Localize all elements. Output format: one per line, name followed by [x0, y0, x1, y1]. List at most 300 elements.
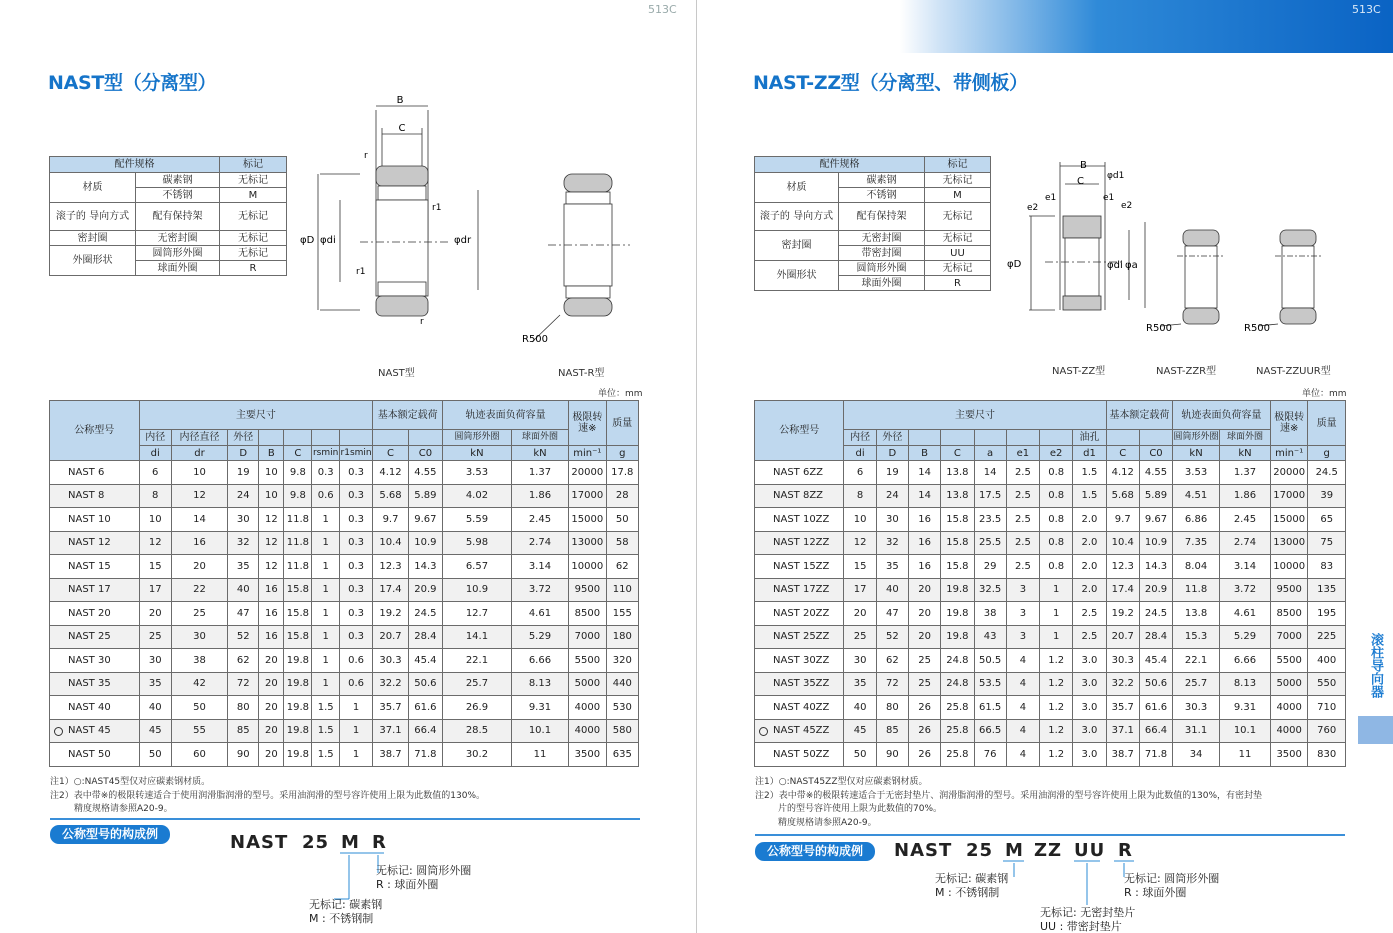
- left-exp-r-2: R : 球面外圈: [376, 878, 439, 891]
- value-cell: 58: [606, 531, 638, 555]
- value-cell: 4.12: [1106, 461, 1139, 485]
- model-name-cell: NAST 15ZZ: [755, 555, 844, 579]
- model-name-cell: NAST 25: [50, 625, 140, 649]
- value-cell: 90: [228, 743, 259, 767]
- right-code-uu: UU: [1074, 840, 1106, 861]
- right-spec-table: 配件规格 标记 材质 碳素钢 无标记 不锈钢 M 滚子的 导向方式 配有保持架 无标记 密封圈 无密封圈 无标记 带密封圈 UU 外圈形状 圆筒形外圈 无标记 球面外圈 R: [754, 156, 991, 291]
- value-cell: 43: [974, 625, 1006, 649]
- value-cell: 10.9: [1139, 531, 1172, 555]
- value-cell: 0.6: [339, 649, 372, 673]
- value-cell: 20: [259, 649, 284, 673]
- table-row: [755, 649, 1346, 673]
- model-name-cell: NAST 12ZZ: [755, 531, 844, 555]
- value-cell: 6.66: [511, 649, 568, 673]
- model-name-cell: NAST 40: [50, 696, 140, 720]
- left-table-body: [50, 461, 639, 767]
- value-cell: 12: [171, 484, 227, 508]
- model-name-cell: NAST 35: [50, 672, 140, 696]
- value-cell: 0.8: [1040, 531, 1073, 555]
- value-cell: 20000: [569, 461, 606, 485]
- value-cell: 0.3: [339, 461, 372, 485]
- value-cell: 32.2: [373, 672, 408, 696]
- value-cell: 3: [1006, 625, 1039, 649]
- value-cell: 28: [606, 484, 638, 508]
- right-exp-m-2: M : 不锈钢制: [935, 886, 1000, 899]
- page-divider: [696, 0, 697, 933]
- table-row: [755, 625, 1346, 649]
- value-cell: 4000: [569, 696, 606, 720]
- value-cell: 76: [974, 743, 1006, 767]
- value-cell: 25: [908, 672, 940, 696]
- value-cell: 66.4: [408, 719, 442, 743]
- value-cell: 0.8: [1040, 461, 1073, 485]
- table-row: [50, 649, 639, 673]
- zz-dim-label-a: φa: [1125, 260, 1138, 271]
- value-cell: 32.5: [974, 578, 1006, 602]
- zz-dim-label-e2: e2: [1027, 203, 1039, 213]
- value-cell: 135: [1308, 578, 1346, 602]
- zz-dim-label-e1-b: e1: [1103, 193, 1115, 203]
- value-cell: 10: [844, 508, 876, 532]
- value-cell: 16: [171, 531, 227, 555]
- value-cell: 13000: [569, 531, 606, 555]
- value-cell: 6: [139, 461, 171, 485]
- value-cell: 4: [1006, 672, 1039, 696]
- left-code-nast: NAST: [230, 832, 289, 853]
- table-row: [50, 555, 639, 579]
- left-code-m: M: [341, 832, 360, 853]
- value-cell: 30: [876, 508, 908, 532]
- zz-dim-label-d: φD: [1007, 259, 1022, 270]
- value-cell: 19.2: [373, 602, 408, 626]
- value-cell: 400: [1308, 649, 1346, 673]
- zz-dim-label-e1: e1: [1045, 193, 1057, 203]
- value-cell: 5000: [569, 672, 606, 696]
- value-cell: 8.04: [1173, 555, 1220, 579]
- value-cell: 20: [259, 696, 284, 720]
- value-cell: 0.3: [339, 531, 372, 555]
- value-cell: 0.3: [339, 555, 372, 579]
- value-cell: 7000: [569, 625, 606, 649]
- value-cell: 1.2: [1040, 719, 1073, 743]
- table-row: [755, 484, 1346, 508]
- value-cell: 2.0: [1073, 578, 1106, 602]
- value-cell: 25.8: [941, 743, 974, 767]
- value-cell: 17.4: [373, 578, 408, 602]
- value-cell: 11.8: [284, 555, 312, 579]
- value-cell: 1.5: [312, 719, 339, 743]
- value-cell: 0.8: [1040, 555, 1073, 579]
- value-cell: 1.86: [511, 484, 568, 508]
- dim-label-r500: R500: [522, 334, 549, 345]
- value-cell: 20: [844, 602, 876, 626]
- value-cell: 10.4: [1106, 531, 1139, 555]
- value-cell: 8500: [1270, 602, 1307, 626]
- value-cell: 12: [259, 555, 284, 579]
- value-cell: 9.31: [1219, 696, 1270, 720]
- value-cell: 15.8: [284, 625, 312, 649]
- model-name-cell: NAST 8ZZ: [755, 484, 844, 508]
- value-cell: 4.02: [443, 484, 512, 508]
- value-cell: 5.68: [1106, 484, 1139, 508]
- value-cell: 1: [339, 743, 372, 767]
- dim-label-di: φdi: [320, 235, 336, 246]
- value-cell: 6.66: [1219, 649, 1270, 673]
- value-cell: 1: [312, 672, 339, 696]
- value-cell: 440: [606, 672, 638, 696]
- left-note-3: 精度规格请参照A20-9。: [74, 804, 173, 814]
- value-cell: 4: [1006, 743, 1039, 767]
- value-cell: 40: [139, 696, 171, 720]
- value-cell: 38.7: [373, 743, 408, 767]
- dim-label-d: φD: [300, 235, 315, 246]
- value-cell: 10.4: [373, 531, 408, 555]
- model-name-cell: NAST 12: [50, 531, 140, 555]
- value-cell: 25: [171, 602, 227, 626]
- value-cell: 710: [1308, 696, 1346, 720]
- value-cell: 25.8: [941, 719, 974, 743]
- model-name-cell: NAST 50ZZ: [755, 743, 844, 767]
- value-cell: 4.61: [511, 602, 568, 626]
- model-name-cell: NAST 20: [50, 602, 140, 626]
- table-row: [50, 578, 639, 602]
- table-row: [50, 531, 639, 555]
- value-cell: 34: [1173, 743, 1220, 767]
- value-cell: 10: [259, 484, 284, 508]
- value-cell: 15.3: [1173, 625, 1220, 649]
- value-cell: 53.5: [974, 672, 1006, 696]
- table-row: [50, 743, 639, 767]
- value-cell: 38: [171, 649, 227, 673]
- value-cell: 45.4: [408, 649, 442, 673]
- value-cell: 25: [844, 625, 876, 649]
- value-cell: 17: [139, 578, 171, 602]
- value-cell: 0.3: [339, 508, 372, 532]
- value-cell: 19: [876, 461, 908, 485]
- value-cell: 10.1: [511, 719, 568, 743]
- value-cell: 24.5: [1308, 461, 1346, 485]
- value-cell: 1.2: [1040, 649, 1073, 673]
- value-cell: 550: [1308, 672, 1346, 696]
- value-cell: 19.8: [284, 743, 312, 767]
- right-code-zz: ZZ: [1034, 840, 1063, 861]
- right-unit-label: 单位：mm: [1302, 389, 1347, 399]
- table-row: [755, 531, 1346, 555]
- caption-nast-zzr: NAST-ZZR型: [1156, 366, 1217, 377]
- value-cell: 30: [844, 649, 876, 673]
- value-cell: 30.3: [1106, 649, 1139, 673]
- dim-label-dr: φdr: [454, 235, 472, 246]
- value-cell: 0.3: [339, 484, 372, 508]
- value-cell: 530: [606, 696, 638, 720]
- side-chapter-tab[interactable]: [1358, 620, 1393, 710]
- value-cell: 3500: [569, 743, 606, 767]
- right-exp-uu-2: UU : 带密封垫片: [1040, 920, 1122, 933]
- value-cell: 14: [908, 484, 940, 508]
- value-cell: 16: [259, 625, 284, 649]
- value-cell: 5.98: [443, 531, 512, 555]
- value-cell: 3.14: [511, 555, 568, 579]
- value-cell: 26: [908, 743, 940, 767]
- value-cell: 8.13: [511, 672, 568, 696]
- table-row: [755, 672, 1346, 696]
- value-cell: 6: [844, 461, 876, 485]
- value-cell: 38: [974, 602, 1006, 626]
- value-cell: 19.8: [941, 578, 974, 602]
- value-cell: 52: [876, 625, 908, 649]
- value-cell: 17.4: [1106, 578, 1139, 602]
- value-cell: 62: [606, 555, 638, 579]
- page-number-right: 513C: [1352, 3, 1381, 16]
- value-cell: 3.0: [1073, 719, 1106, 743]
- value-cell: 9.7: [373, 508, 408, 532]
- right-section-rule: [755, 834, 1345, 836]
- value-cell: 4: [1006, 649, 1039, 673]
- value-cell: 2.0: [1073, 555, 1106, 579]
- value-cell: 2.5: [1006, 484, 1039, 508]
- value-cell: 4.51: [1173, 484, 1220, 508]
- value-cell: 830: [1308, 743, 1346, 767]
- value-cell: 50: [139, 743, 171, 767]
- value-cell: 9.67: [1139, 508, 1172, 532]
- right-exp-r-1: 无标记: 圆筒形外圈: [1124, 872, 1220, 885]
- value-cell: 25.7: [443, 672, 512, 696]
- value-cell: 11.8: [284, 531, 312, 555]
- value-cell: 13000: [1270, 531, 1307, 555]
- value-cell: 16: [908, 531, 940, 555]
- value-cell: 72: [876, 672, 908, 696]
- value-cell: 26: [908, 696, 940, 720]
- value-cell: 0.6: [312, 484, 339, 508]
- value-cell: 9.8: [284, 461, 312, 485]
- right-data-table: 公称型号 主要尺寸 基本额定载荷 轨迹表面负荷容量 极限转速※ 质量 内径 外径 油孔 圆筒形外圈 球面外圈 di D B C a e1 e2 d1 C C0 kN kN min⁻¹ g NAST 6ZZ 6 19 14 13.8 14 2.5 0.8 1.5 4.12 4.55 3.53 1.37 20000 24.5 NAST 8ZZ 8 24 14 13.8 17.5 2.5 0.8 1.5 5.68 5.89 4.51 1.86 17000 39 NAST 10ZZ 10 30 16 15.8 23.5 2.5 0.8 2.0 9.7 9.67 6.86 2.45 15000 65 NAST 12ZZ 12 32 16 15.8 25.5 2.5 0.8 2.0 10.4 10.9 7.35 2.74 13000 75 NAST 15ZZ 15 35 16 15.8 29 2.5 0.8 2.0 12.3 14.3 8.04 3.14 10000 83 NAST 17ZZ 17 40 20 19.8 32.5 3 1 2.0 17.4 20.9 11.8 3.72 9500 135 NAST 20ZZ 20 47 20 19.8 38 3 1 2.5 19.2 24.5 13.8 4.61 8500 195 NAST 25ZZ 25 52 20 19.8 43 3 1 2.5 20.7 28.4 15.3 5.29 7000 225 NAST 30ZZ 30 62 25 24.8 50.5 4 1.2 3.0 30.3 45.4 22.1 6.66 5500 400 NAST 35ZZ 35 72 25 24.8 53.5 4 1.2 3.0 32.2 50.6 25.7 8.13 5000 550 NAST 40ZZ 40 80 26 25.8 61.5 4 1.2 3.0 35.7 61.6 30.3 9.31 4000 710 NAST 45ZZ 45 85 26 25.8 66.5 4 1.2 3.0 37.1 66.4 31.1 10.1 4000 760 NAST 50ZZ 50 90 26 25.8 76 4 1.2 3.0 38.7 71.8 34 11 3500 830: [754, 400, 1346, 767]
- value-cell: 0.8: [1040, 484, 1073, 508]
- value-cell: 9.67: [408, 508, 442, 532]
- value-cell: 12.3: [373, 555, 408, 579]
- nast-bearing-diagram: [300, 90, 640, 350]
- model-name-cell: NAST 25ZZ: [755, 625, 844, 649]
- value-cell: 17.8: [606, 461, 638, 485]
- value-cell: 40: [844, 696, 876, 720]
- value-cell: 4.61: [1219, 602, 1270, 626]
- value-cell: 3.72: [511, 578, 568, 602]
- value-cell: 20: [259, 743, 284, 767]
- value-cell: 45.4: [1139, 649, 1172, 673]
- value-cell: 62: [876, 649, 908, 673]
- value-cell: 19.8: [284, 649, 312, 673]
- right-code-m: M: [1005, 840, 1024, 861]
- value-cell: 1: [312, 531, 339, 555]
- value-cell: 24.5: [1139, 602, 1172, 626]
- value-cell: 24.8: [941, 649, 974, 673]
- value-cell: 1.2: [1040, 672, 1073, 696]
- value-cell: 38.7: [1106, 743, 1139, 767]
- table-row: [50, 508, 639, 532]
- dim-label-r: r: [364, 151, 368, 161]
- value-cell: 80: [228, 696, 259, 720]
- table-row: [755, 696, 1346, 720]
- value-cell: 15.8: [941, 555, 974, 579]
- value-cell: 1: [312, 625, 339, 649]
- value-cell: 5500: [569, 649, 606, 673]
- left-unit-label: 单位：mm: [598, 389, 643, 399]
- value-cell: 15.8: [284, 578, 312, 602]
- value-cell: 45: [844, 719, 876, 743]
- value-cell: 13.8: [941, 461, 974, 485]
- value-cell: 12: [844, 531, 876, 555]
- table-row: [50, 484, 639, 508]
- model-name-cell: NAST 40ZZ: [755, 696, 844, 720]
- value-cell: 45: [139, 719, 171, 743]
- value-cell: 1.5: [1073, 484, 1106, 508]
- value-cell: 1.37: [511, 461, 568, 485]
- value-cell: 62: [228, 649, 259, 673]
- value-cell: 28.4: [1139, 625, 1172, 649]
- zz-dim-label-c: C: [1077, 176, 1084, 187]
- side-chapter-block: [1358, 716, 1393, 744]
- value-cell: 25: [908, 649, 940, 673]
- value-cell: 19.8: [284, 696, 312, 720]
- value-cell: 14: [908, 461, 940, 485]
- value-cell: 35: [844, 672, 876, 696]
- caption-nast-zzuur: NAST-ZZUUR型: [1256, 366, 1331, 377]
- side-chapter-label: 滚柱导向器: [1368, 632, 1383, 698]
- model-name-cell: NAST 17: [50, 578, 140, 602]
- table-row: [50, 461, 639, 485]
- value-cell: 12.3: [1106, 555, 1139, 579]
- value-cell: 66.5: [974, 719, 1006, 743]
- value-cell: 50.5: [974, 649, 1006, 673]
- value-cell: 11.8: [284, 508, 312, 532]
- table-row: [755, 461, 1346, 485]
- value-cell: 29: [974, 555, 1006, 579]
- right-page-title: NAST-ZZ型（分离型、带侧板）: [753, 72, 1028, 94]
- value-cell: 0.3: [339, 625, 372, 649]
- value-cell: 30: [228, 508, 259, 532]
- value-cell: 1: [1040, 625, 1073, 649]
- value-cell: 50.6: [408, 672, 442, 696]
- value-cell: 30: [171, 625, 227, 649]
- value-cell: 2.0: [1073, 531, 1106, 555]
- value-cell: 24: [876, 484, 908, 508]
- value-cell: 1: [312, 578, 339, 602]
- model-name-cell: NAST 6: [50, 461, 140, 485]
- value-cell: 1.5: [312, 696, 339, 720]
- table-row: [755, 578, 1346, 602]
- value-cell: 2.0: [1073, 508, 1106, 532]
- value-cell: 180: [606, 625, 638, 649]
- value-cell: 10.9: [408, 531, 442, 555]
- left-example-pill: 公称型号的构成例: [50, 825, 170, 844]
- value-cell: 22.1: [1173, 649, 1220, 673]
- value-cell: 39: [1308, 484, 1346, 508]
- value-cell: 30: [139, 649, 171, 673]
- value-cell: 7000: [1270, 625, 1307, 649]
- value-cell: 16: [908, 555, 940, 579]
- value-cell: 6.57: [443, 555, 512, 579]
- value-cell: 52: [228, 625, 259, 649]
- right-table-body: [755, 461, 1346, 767]
- value-cell: 14: [171, 508, 227, 532]
- value-cell: 10000: [569, 555, 606, 579]
- value-cell: 30.2: [443, 743, 512, 767]
- value-cell: 3.14: [1219, 555, 1270, 579]
- model-name-cell: NAST 20ZZ: [755, 602, 844, 626]
- right-note-3: 片的型号容许使用上限为此数值的70%。: [778, 804, 943, 814]
- value-cell: 1.2: [1040, 743, 1073, 767]
- model-name-cell: NAST 17ZZ: [755, 578, 844, 602]
- value-cell: 5.29: [1219, 625, 1270, 649]
- value-cell: 20.9: [1139, 578, 1172, 602]
- value-cell: 4000: [569, 719, 606, 743]
- value-cell: 15.8: [941, 531, 974, 555]
- dim-label-c: C: [398, 123, 406, 134]
- right-note-4: 精度规格请参照A20-9。: [778, 818, 877, 828]
- value-cell: 71.8: [1139, 743, 1172, 767]
- left-section-rule: [50, 818, 640, 820]
- value-cell: 10.9: [443, 578, 512, 602]
- value-cell: 2.5: [1073, 625, 1106, 649]
- caption-nast-r: NAST-R型: [558, 368, 605, 379]
- value-cell: 1.5: [1073, 461, 1106, 485]
- value-cell: 13.8: [941, 484, 974, 508]
- zz-dim-label-r500-b: R500: [1244, 323, 1271, 334]
- value-cell: 2.5: [1006, 461, 1039, 485]
- table-row: [50, 672, 639, 696]
- value-cell: 20.9: [408, 578, 442, 602]
- value-cell: 14.3: [1139, 555, 1172, 579]
- value-cell: 17: [844, 578, 876, 602]
- value-cell: 1: [1040, 578, 1073, 602]
- value-cell: 19: [228, 461, 259, 485]
- value-cell: 35.7: [1106, 696, 1139, 720]
- value-cell: 0.3: [312, 461, 339, 485]
- value-cell: 15000: [1270, 508, 1307, 532]
- left-code-25: 25: [302, 832, 330, 853]
- value-cell: 20: [908, 602, 940, 626]
- model-name-cell: NAST 30ZZ: [755, 649, 844, 673]
- value-cell: 47: [228, 602, 259, 626]
- value-cell: 25: [139, 625, 171, 649]
- value-cell: 12.7: [443, 602, 512, 626]
- value-cell: 24.8: [941, 672, 974, 696]
- value-cell: 15.8: [941, 508, 974, 532]
- value-cell: 1: [312, 555, 339, 579]
- dim-label-r1: r1: [432, 203, 442, 213]
- value-cell: 5.59: [443, 508, 512, 532]
- table-row: [755, 508, 1346, 532]
- value-cell: 9500: [569, 578, 606, 602]
- table-row: [755, 555, 1346, 579]
- value-cell: 72: [228, 672, 259, 696]
- value-cell: 4.12: [373, 461, 408, 485]
- zz-dim-label-d1: φd1: [1107, 171, 1125, 181]
- value-cell: 1.2: [1040, 696, 1073, 720]
- value-cell: 85: [876, 719, 908, 743]
- value-cell: 11.8: [1173, 578, 1220, 602]
- value-cell: 19.2: [1106, 602, 1139, 626]
- model-name-cell: NAST 50: [50, 743, 140, 767]
- value-cell: 17000: [1270, 484, 1307, 508]
- value-cell: 16: [908, 508, 940, 532]
- value-cell: 3.53: [1173, 461, 1220, 485]
- value-cell: 15: [844, 555, 876, 579]
- value-cell: 12: [139, 531, 171, 555]
- value-cell: 10000: [1270, 555, 1307, 579]
- value-cell: 3500: [1270, 743, 1307, 767]
- value-cell: 19.8: [284, 719, 312, 743]
- value-cell: 19.8: [941, 602, 974, 626]
